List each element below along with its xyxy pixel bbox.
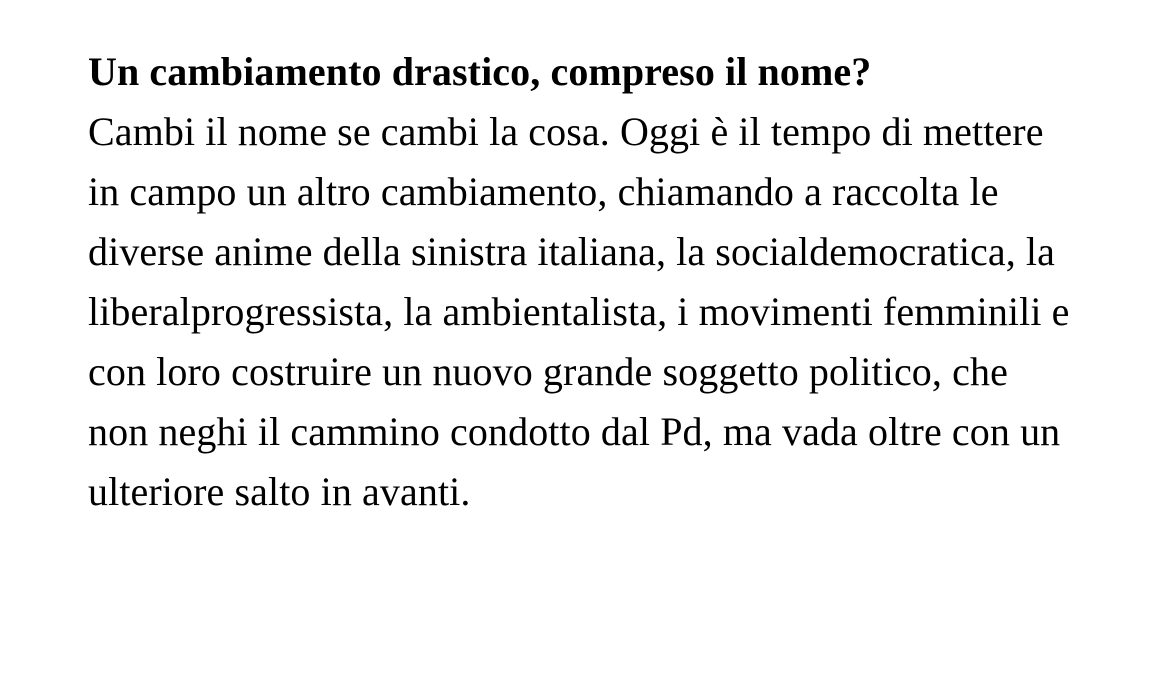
interview-block (88, 42, 1074, 522)
interview-answer: Cambi il nome se cambi la cosa. Oggi è il tempo di mettere in campo un altro cambiamento, chiamando a raccolta le diverse anime della sinistra italiana, la socialdemocratica, la liberalprogressista, la ambientalista, i movimenti femminili e con loro costruire un nuovo grande soggetto politico, che non neghi il cammino condotto dal Pd, ma vada oltre con un ulteriore salto in avanti. (88, 109, 1070, 514)
interview-question: Un cambiamento drastico, compreso il nome? (88, 49, 872, 94)
